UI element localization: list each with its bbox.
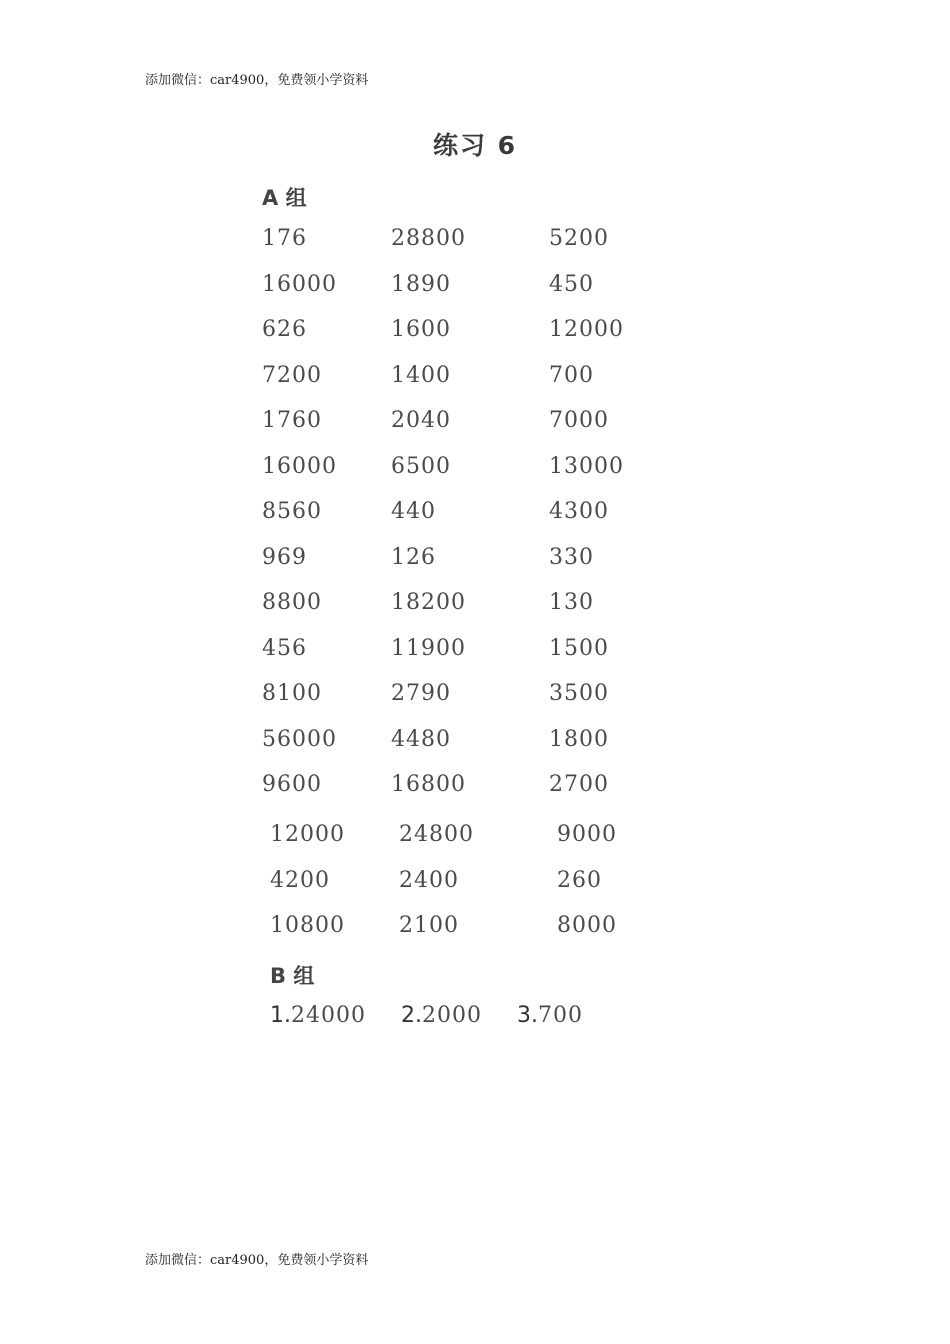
answer-item bbox=[270, 1003, 366, 1028]
answer-cell: 8800 bbox=[262, 590, 322, 615]
answer-cell: 5200 bbox=[549, 226, 609, 251]
answer-cell: 969 bbox=[262, 544, 307, 570]
answer-item bbox=[517, 1003, 583, 1028]
answer-cell: 16800 bbox=[391, 772, 466, 797]
answer-cell: 12000 bbox=[270, 822, 345, 847]
page-title: 练习 6 bbox=[432, 131, 518, 160]
section-b-heading: B 组 bbox=[270, 964, 315, 988]
answer-cell: 13000 bbox=[549, 453, 624, 479]
answer-cell: 2040 bbox=[391, 408, 451, 433]
answer-cell: 16000 bbox=[262, 271, 337, 297]
answer-cell: 330 bbox=[549, 544, 594, 570]
answer-cell: 24800 bbox=[399, 822, 474, 847]
answer-value: 24000 bbox=[291, 1003, 366, 1028]
section-a-heading: A 组 bbox=[262, 186, 307, 210]
answer-cell: 12000 bbox=[549, 317, 624, 342]
answer-cell: 4480 bbox=[391, 726, 451, 752]
answer-cell: 456 bbox=[262, 635, 307, 661]
answer-cell: 440 bbox=[391, 499, 436, 524]
answer-cell: 1760 bbox=[262, 408, 322, 433]
answer-cell: 7000 bbox=[549, 408, 609, 433]
answer-cell: 56000 bbox=[262, 726, 337, 752]
answer-cell: 3500 bbox=[549, 681, 609, 706]
answer-cell: 11900 bbox=[391, 635, 466, 661]
question-number: 3. bbox=[517, 1003, 538, 1028]
answer-cell: 700 bbox=[549, 362, 594, 388]
answer-value: 2000 bbox=[422, 1003, 482, 1028]
answer-cell: 18200 bbox=[391, 590, 466, 615]
answer-cell: 626 bbox=[262, 317, 307, 342]
question-number: 2. bbox=[401, 1003, 422, 1028]
answer-cell: 130 bbox=[549, 590, 594, 615]
answer-cell: 4300 bbox=[549, 499, 609, 524]
answer-cell: 8000 bbox=[557, 913, 617, 938]
answer-cell: 176 bbox=[262, 226, 307, 251]
answer-cell: 9600 bbox=[262, 772, 322, 797]
answer-cell: 2400 bbox=[399, 867, 459, 893]
answer-cell: 16000 bbox=[262, 453, 337, 479]
answer-cell: 2100 bbox=[399, 913, 459, 938]
answer-cell: 450 bbox=[549, 271, 594, 297]
answer-cell: 9000 bbox=[557, 822, 617, 847]
answer-cell: 260 bbox=[557, 867, 602, 893]
answer-cell: 1890 bbox=[391, 271, 451, 297]
answer-cell: 8560 bbox=[262, 499, 322, 524]
answer-cell: 28800 bbox=[391, 226, 466, 251]
question-number: 1. bbox=[270, 1003, 291, 1028]
answer-cell: 1500 bbox=[549, 635, 609, 661]
page-footer-note: 添加微信：car4900，免费领小学资料 bbox=[145, 1253, 369, 1268]
answer-cell: 2790 bbox=[391, 681, 451, 706]
answer-cell: 4200 bbox=[270, 867, 330, 893]
answer-cell: 10800 bbox=[270, 913, 345, 938]
answer-cell: 7200 bbox=[262, 362, 322, 388]
answer-cell: 126 bbox=[391, 544, 436, 570]
answer-cell: 2700 bbox=[549, 772, 609, 797]
answer-item bbox=[401, 1003, 482, 1028]
answer-value: 700 bbox=[538, 1003, 583, 1028]
answer-cell: 1600 bbox=[391, 317, 451, 342]
answer-cell: 1400 bbox=[391, 362, 451, 388]
answer-cell: 1800 bbox=[549, 726, 609, 752]
answer-cell: 6500 bbox=[391, 453, 451, 479]
section-b-answers bbox=[270, 1003, 611, 1028]
page-header-note: 添加微信：car4900，免费领小学资料 bbox=[145, 73, 369, 88]
answer-cell: 8100 bbox=[262, 681, 322, 706]
